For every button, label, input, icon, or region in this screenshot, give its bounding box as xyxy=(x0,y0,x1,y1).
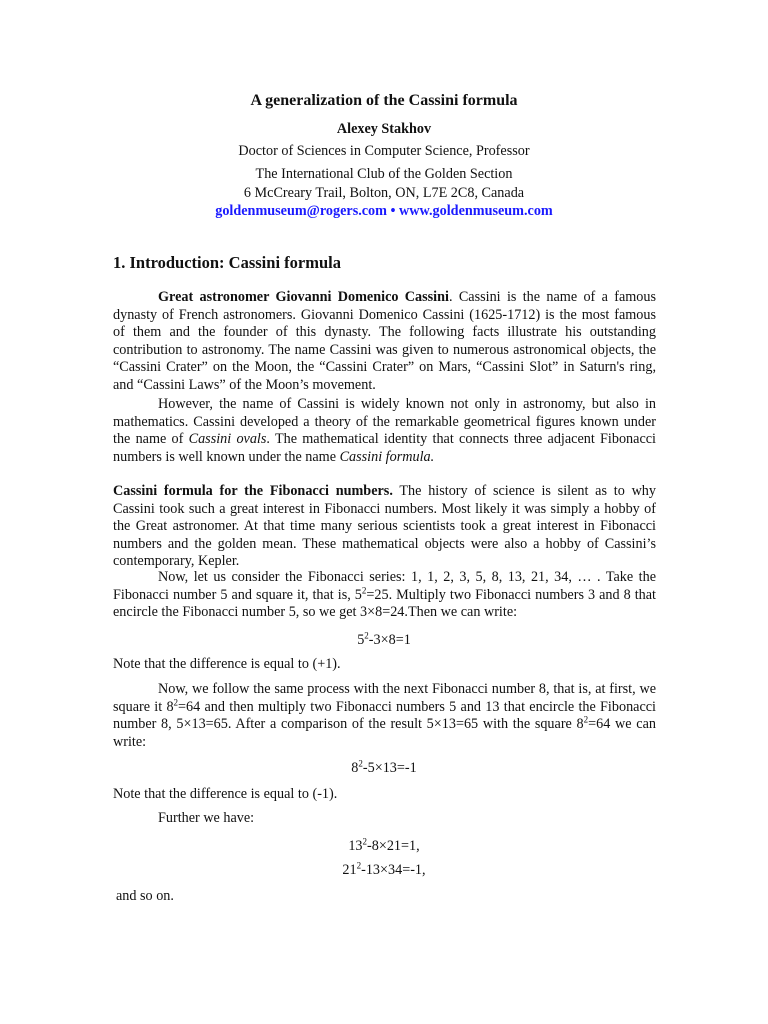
cassini-formula-term: Cassini formula. xyxy=(339,448,435,465)
section-heading: 1. Introduction: Cassini formula xyxy=(113,253,341,272)
paragraph-3-text: The history of science is silent as to why Cassini took such a great interest in Fibonacci numbers. Most likely it was simply a hobby of the Great astronomer. At that time many serious scientists took a great interest in Fibonacci numbers and the golden mean. These mathematical objects were also a hobby of Cassini’s contemporary, Kepler. xyxy=(113,483,656,570)
contact-separator: • xyxy=(390,203,396,219)
formula-3-superscript: 2 xyxy=(362,836,368,847)
paragraph-4-text-a: Now, let us consider the Fibonacci series: 1, 1, 2, 3, 5, 8, 13, 21, 34, … . Take the Fibonacci number 5 and square it, that is, 5 xyxy=(113,569,656,603)
formula-2 xyxy=(0,760,768,778)
formula-1 xyxy=(0,632,768,650)
paragraph-1 xyxy=(113,289,656,395)
note-2: Note that the difference is equal to (-1). xyxy=(113,786,338,802)
cassini-ovals-term: Cassini ovals xyxy=(188,431,267,448)
contact-line xyxy=(0,203,768,221)
paragraph-5-text-a: Now, we follow the same process with the next Fibonacci number 8, that is, at first, we square it 8 xyxy=(113,681,656,715)
formula-4-rest: -13×34=-1, xyxy=(361,862,426,878)
author-position: Doctor of Sciences in Computer Science, Professor xyxy=(238,143,530,159)
paragraph-4 xyxy=(113,569,656,622)
paragraph-5-superscript-2: 2 xyxy=(583,714,589,725)
paragraph-5-text-c: =64 we can write: xyxy=(113,716,656,750)
formula-1-base: 5 xyxy=(357,632,365,648)
and-so-on-text: and so on. xyxy=(116,888,174,904)
paper-title: A generalization of the Cassini formula xyxy=(250,92,518,109)
formula-3 xyxy=(0,838,768,856)
note-1: Note that the difference is equal to (+1). xyxy=(113,656,341,672)
paragraph-2-text-b: . The mathematical identity that connects three adjacent Fibonacci numbers is well known under the name xyxy=(113,431,656,465)
formula-4-superscript: 2 xyxy=(356,860,362,871)
further-text: Further we have: xyxy=(158,810,255,826)
formula-2-base: 8 xyxy=(351,760,359,776)
formula-1-rest: -3×8=1 xyxy=(368,632,411,648)
paragraph-2 xyxy=(113,396,656,466)
paragraph-5 xyxy=(113,681,656,751)
formula-3-base: 13 xyxy=(348,838,363,854)
formula-3-rest: -8×21=1, xyxy=(367,838,420,854)
formula-4-base: 21 xyxy=(342,862,357,878)
paragraph-1-text: . Cassini is the name of a famous dynasty of French astronomers. Giovanni Domenico Cassini (1625-1712) is the most famous of them and the founder of this dynasty. The following facts illustrate his outstanding contribution to astronomy. The name Cassini was given to numerous astronomical objects, the “Cassini Crater” on the Moon, the “Cassini Crater” on Mars, “Cassini Slot” in Saturn's ring, and “Cassini Laws” of the Moon’s movement. xyxy=(113,289,656,393)
paragraph-4-superscript: 2 xyxy=(361,584,367,595)
website-link[interactable]: www.goldenmuseum.com xyxy=(399,203,553,219)
paragraph-5-superscript-1: 2 xyxy=(173,696,179,707)
author-affiliation: The International Club of the Golden Section xyxy=(255,166,513,182)
formula-2-rest: -5×13=-1 xyxy=(362,760,417,776)
paragraph-4-text-b: =25. Multiply two Fibonacci numbers 3 and 8 that encircle the Fibonacci number 5, so we get 3×8=24.Then we can write: xyxy=(113,586,657,621)
formula-2-superscript: 2 xyxy=(358,758,363,769)
author-address: 6 McCreary Trail, Bolton, ON, L7E 2C8, Canada xyxy=(243,185,525,201)
paragraph-2-text-a: However, the name of Cassini is widely known not only in astronomy, but also in mathematics. Cassini developed a theory of the remarkable geometrical figures known under the name of xyxy=(113,396,656,448)
paragraph-1-lead: Great astronomer Giovanni Domenico Cassini xyxy=(158,289,449,305)
formula-1-superscript: 2 xyxy=(364,630,369,641)
paragraph-5-text-b: =64 and then multiply two Fibonacci numbers 5 and 13 that encircle the Fibonacci number 8, 5×13=65. After a comparison of the result 5×13=65 with the square 8 xyxy=(113,698,656,733)
paragraph-3 xyxy=(113,483,656,571)
formula-4 xyxy=(0,862,768,880)
paragraph-3-lead: Cassini formula for the Fibonacci numbers. xyxy=(113,483,393,499)
author-name: Alexey Stakhov xyxy=(336,121,432,137)
email-link[interactable]: goldenmuseum@rogers.com xyxy=(215,203,387,219)
